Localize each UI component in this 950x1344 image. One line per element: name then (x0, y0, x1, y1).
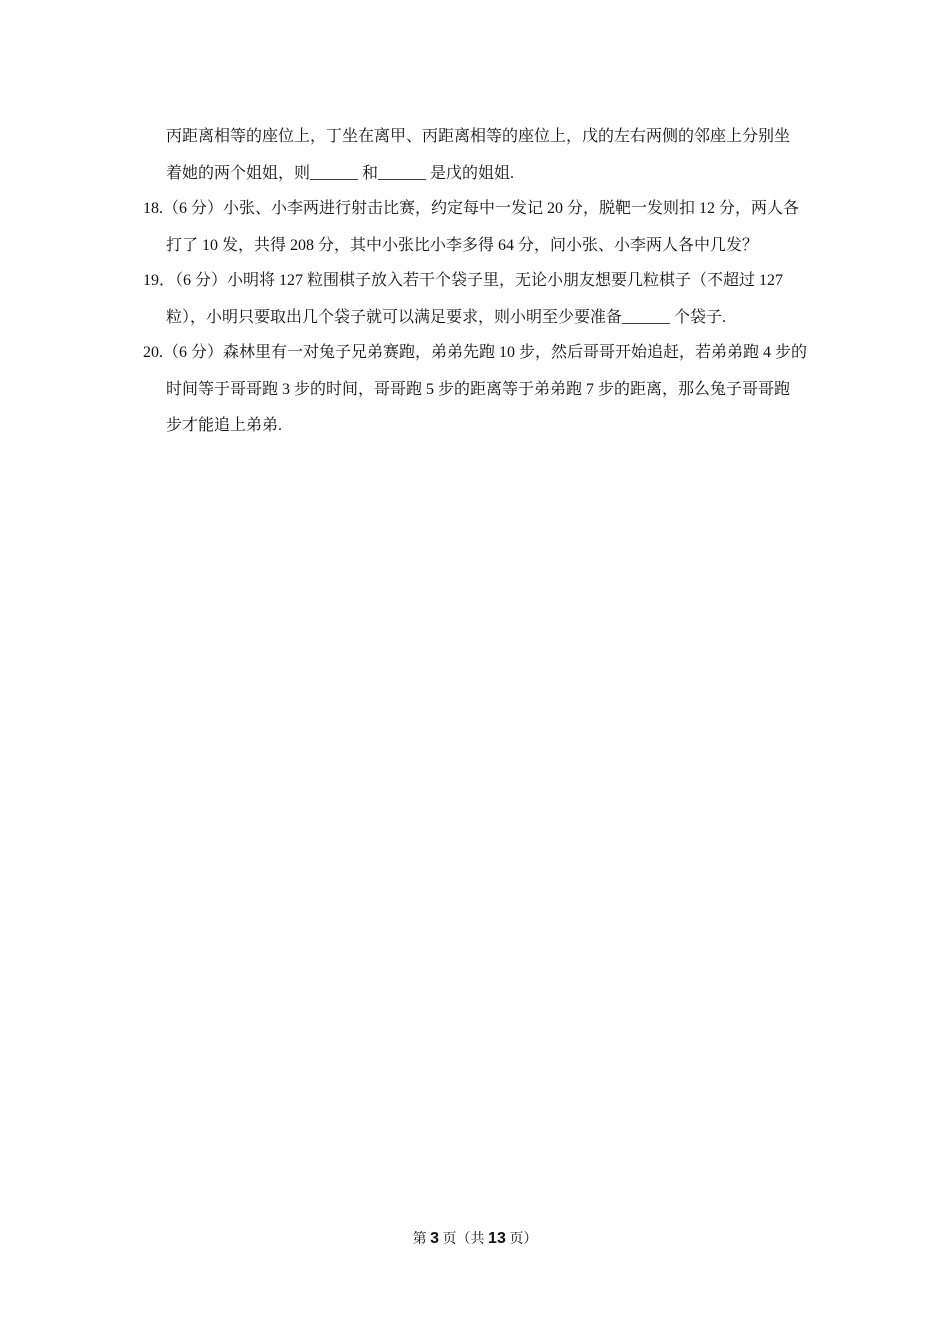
question-18-line: 打了 10 发，共得 208 分，其中小张比小李多得 64 分，问小张、小李两人各中几发？ (166, 237, 759, 254)
footer-suffix: 页） (509, 1232, 538, 1247)
current-page-number: 3 (430, 1230, 440, 1247)
footer-prefix: 第 (412, 1232, 427, 1247)
question-20-line: 时间等于哥哥跑 3 步的时间，哥哥跑 5 步的距离等于弟弟跑 7 步的距离，那么兔子哥哥跑 (166, 381, 791, 398)
question-19-line: 19．（6 分）小明将 127 粒围棋子放入若干个袋子里，无论小朋友想要几粒棋子（不超过 127 (143, 272, 784, 289)
question-20-line: 步才能追上弟弟. (166, 417, 283, 434)
question-19-line: 粒），小明只要取出几个袋子就可以满足要求，则小明至少要准备______ 个袋子. (166, 309, 727, 326)
total-page-number: 13 (488, 1230, 506, 1247)
paragraph-line: 丙距离相等的座位上，丁坐在离甲、丙距离相等的座位上，戊的左右两侧的邻座上分别坐 (166, 128, 791, 145)
page-footer (0, 1229, 950, 1250)
question-18-line: 18.（6 分）小张、小李两进行射击比赛，约定每中一发记 20 分，脱靶一发则扣 12 分，两人各 (143, 200, 800, 217)
question-20-line: 20.（6 分）森林里有一对兔子兄弟赛跑，弟弟先跑 10 步，然后哥哥开始追赶，若弟弟跑 4 步的 (143, 344, 808, 361)
paragraph-line: 着她的两个姐姐，则______ 和______ 是戊的姐姐. (166, 165, 515, 182)
footer-middle: 页（共 (442, 1232, 485, 1247)
